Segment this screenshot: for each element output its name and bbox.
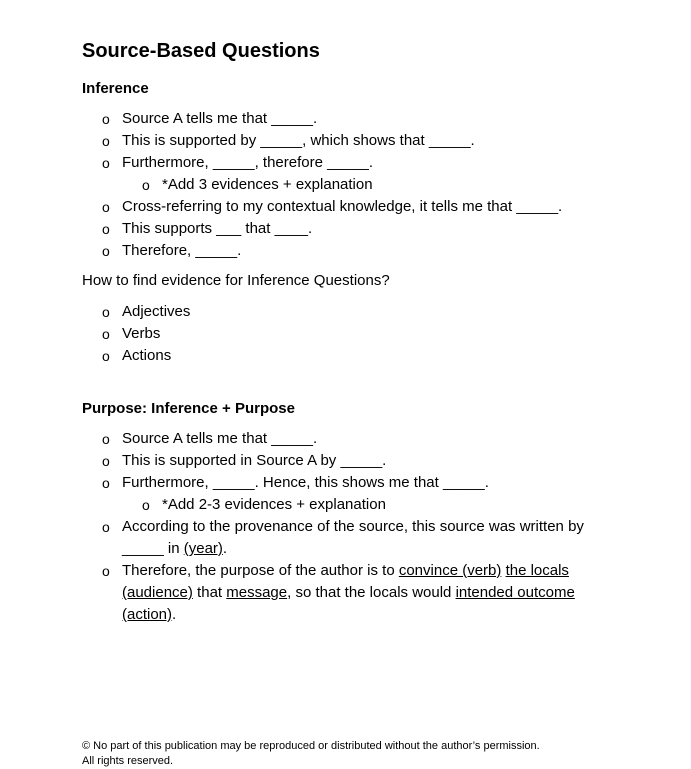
bullet-icon: o xyxy=(142,177,150,193)
list-item-text: Source A tells me that _____. xyxy=(122,110,318,127)
rights-line: All rights reserved. xyxy=(82,755,174,767)
purpose-list-continued xyxy=(0,516,691,626)
bullet-icon: o xyxy=(142,497,150,513)
list-item xyxy=(0,301,691,323)
bullet-icon: o xyxy=(102,563,110,579)
list-item xyxy=(0,345,691,367)
bullet-icon: o xyxy=(102,199,110,215)
bullet-icon: o xyxy=(102,475,110,491)
bullet-icon: o xyxy=(102,155,110,171)
bullet-icon: o xyxy=(102,243,110,259)
bullet-icon: o xyxy=(102,111,110,127)
list-item xyxy=(0,450,691,472)
list-item-therefore-purpose: o Therefore, the purpose of the author is to convince (verb) the locals (audience) that message, so that the locals would intended outcome (action). xyxy=(102,562,575,623)
list-item-text: Furthermore, _____, therefore _____. xyxy=(122,154,373,171)
list-item-text: This supports ___ that ____. xyxy=(122,220,313,237)
list-item-text: Furthermore, _____. Hence, this shows me that _____. xyxy=(122,474,489,491)
inference-list xyxy=(0,108,691,262)
list-item xyxy=(0,174,691,196)
list-item xyxy=(0,196,691,218)
evidence-types-list xyxy=(0,301,691,367)
list-item-provenance: o According to the provenance of the source, this source was written by _____ in (year). xyxy=(102,518,584,557)
purpose-heading: Purpose: Inference + Purpose xyxy=(82,400,295,417)
bullet-icon: o xyxy=(102,348,110,364)
list-item xyxy=(0,494,691,516)
list-item-text: Therefore, _____. xyxy=(122,242,242,259)
bullet-icon: o xyxy=(102,453,110,469)
list-item-text: *Add 3 evidences + explanation xyxy=(162,176,373,193)
bullet-icon: o xyxy=(102,326,110,342)
bullet-icon: o xyxy=(102,519,110,535)
list-item xyxy=(0,240,691,262)
list-item xyxy=(0,130,691,152)
bullet-icon: o xyxy=(102,133,110,149)
inference-heading: Inference xyxy=(82,80,149,97)
bullet-icon: o xyxy=(102,431,110,447)
list-item-text: This is supported in Source A by _____. xyxy=(122,452,387,469)
list-item xyxy=(0,108,691,130)
purpose-list xyxy=(0,428,691,516)
list-item xyxy=(0,323,691,345)
list-item-text: Source A tells me that _____. xyxy=(122,430,318,447)
list-item-text: Cross-referring to my contextual knowledge, it tells me that _____. xyxy=(122,198,563,215)
list-item xyxy=(0,428,691,450)
list-item-text: Actions xyxy=(122,347,172,364)
list-item-text: This is supported by _____, which shows that _____. xyxy=(122,132,475,149)
list-item xyxy=(0,152,691,174)
page-title: Source-Based Questions xyxy=(82,40,320,62)
bullet-icon: o xyxy=(102,304,110,320)
find-evidence-question: How to find evidence for Inference Questions? xyxy=(82,272,390,289)
list-item-text: Verbs xyxy=(122,325,161,342)
copyright-line: © No part of this publication may be reproduced or distributed without the author’s permission. xyxy=(82,740,540,752)
list-item-text: *Add 2-3 evidences + explanation xyxy=(162,496,386,513)
bullet-icon: o xyxy=(102,221,110,237)
list-item xyxy=(0,472,691,494)
list-item-text: Adjectives xyxy=(122,303,191,320)
copyright-footer xyxy=(82,739,540,769)
list-item xyxy=(0,218,691,240)
